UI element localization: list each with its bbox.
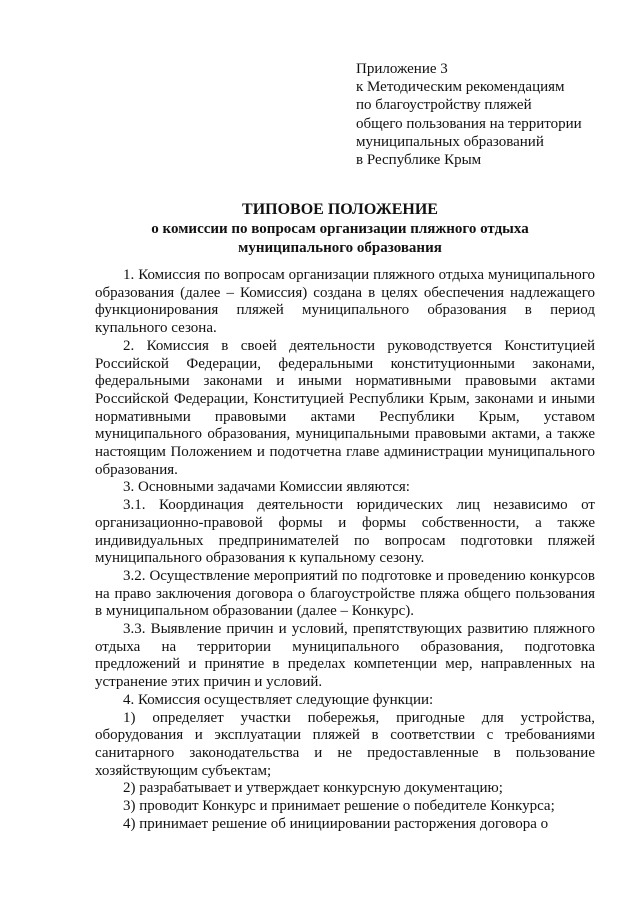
paragraph: 3.1. Координация деятельности юридических лиц независимо от организационно-правовой формы и формы собственности, а также индивидуальных предпринимателей по вопросам подготовки пляжей муниципального образования к купальному сезону. bbox=[95, 497, 595, 567]
appendix-line: Приложение 3 bbox=[356, 61, 448, 77]
paragraph: 3.2. Осуществление мероприятий по подготовке и проведению конкурсов на право заключения договора о благоустройстве пляжа общего пользования в муниципальном образовании (далее – Конкурс). bbox=[95, 567, 595, 620]
paragraph: 3.3. Выявление причин и условий, препятствующих развитию пляжного отдыха на территории муниципального образования, подготовка предложений и принятие в пределах компетенции мер, направленных на устранение этих причин и условий. bbox=[95, 621, 595, 691]
document-subtitle bbox=[80, 220, 600, 257]
paragraph: 1. Комиссия по вопросам организации пляжного отдыха муниципального образования (далее – Комиссия) создана в целях обеспечения надлежащего функционирования пляжей муниципального образования в период купального сезона. bbox=[95, 267, 595, 337]
appendix-line: в Республике Крым bbox=[356, 152, 482, 169]
document-body bbox=[95, 267, 595, 834]
appendix-line: к Методическим рекомендациям bbox=[356, 79, 565, 96]
paragraph: 2. Комиссия в своей деятельности руководствуется Конституцией Российской Федерации, федеральными конституционными законами, федеральными законами и иными нормативными правовыми актами Российской Федерации, Конституцией Республики Крым, законами и иными нормативными правовыми актами Республики Крым, уставом муниципального образования, муниципальными правовыми актами, а также настоящим Положением и подотчетна главе администрации муниципального образования. bbox=[95, 337, 595, 478]
subtitle-line: о комиссии по вопросам организации пляжного отдыха bbox=[151, 221, 529, 237]
paragraph: 3) проводит Конкурс и принимает решение о победителе Конкурса; bbox=[123, 798, 555, 815]
appendix-line: общего пользования на территории bbox=[356, 115, 582, 132]
subtitle-line: муниципального образования bbox=[238, 239, 442, 256]
appendix-line: по благоустройству пляжей bbox=[356, 97, 532, 114]
paragraph: 4. Комиссия осуществляет следующие функции: bbox=[123, 691, 434, 708]
paragraph: 1) определяет участки побережья, пригодные для устройства, оборудования и эксплуатации пляжей в соответствии с требованиями санитарного законодательства и не предоставленные в пользование хозяйствующим субъектам; bbox=[95, 709, 595, 779]
paragraph: 2) разрабатывает и утверждает конкурсную документацию; bbox=[123, 780, 503, 797]
document-title: ТИПОВОЕ ПОЛОЖЕНИЕ bbox=[242, 201, 438, 218]
paragraph: 3. Основными задачами Комиссии являются: bbox=[123, 479, 410, 496]
appendix-header bbox=[356, 60, 626, 169]
paragraph: 4) принимает решение об инициировании расторжения договора о bbox=[123, 815, 549, 832]
appendix-line: муниципальных образований bbox=[356, 133, 544, 150]
